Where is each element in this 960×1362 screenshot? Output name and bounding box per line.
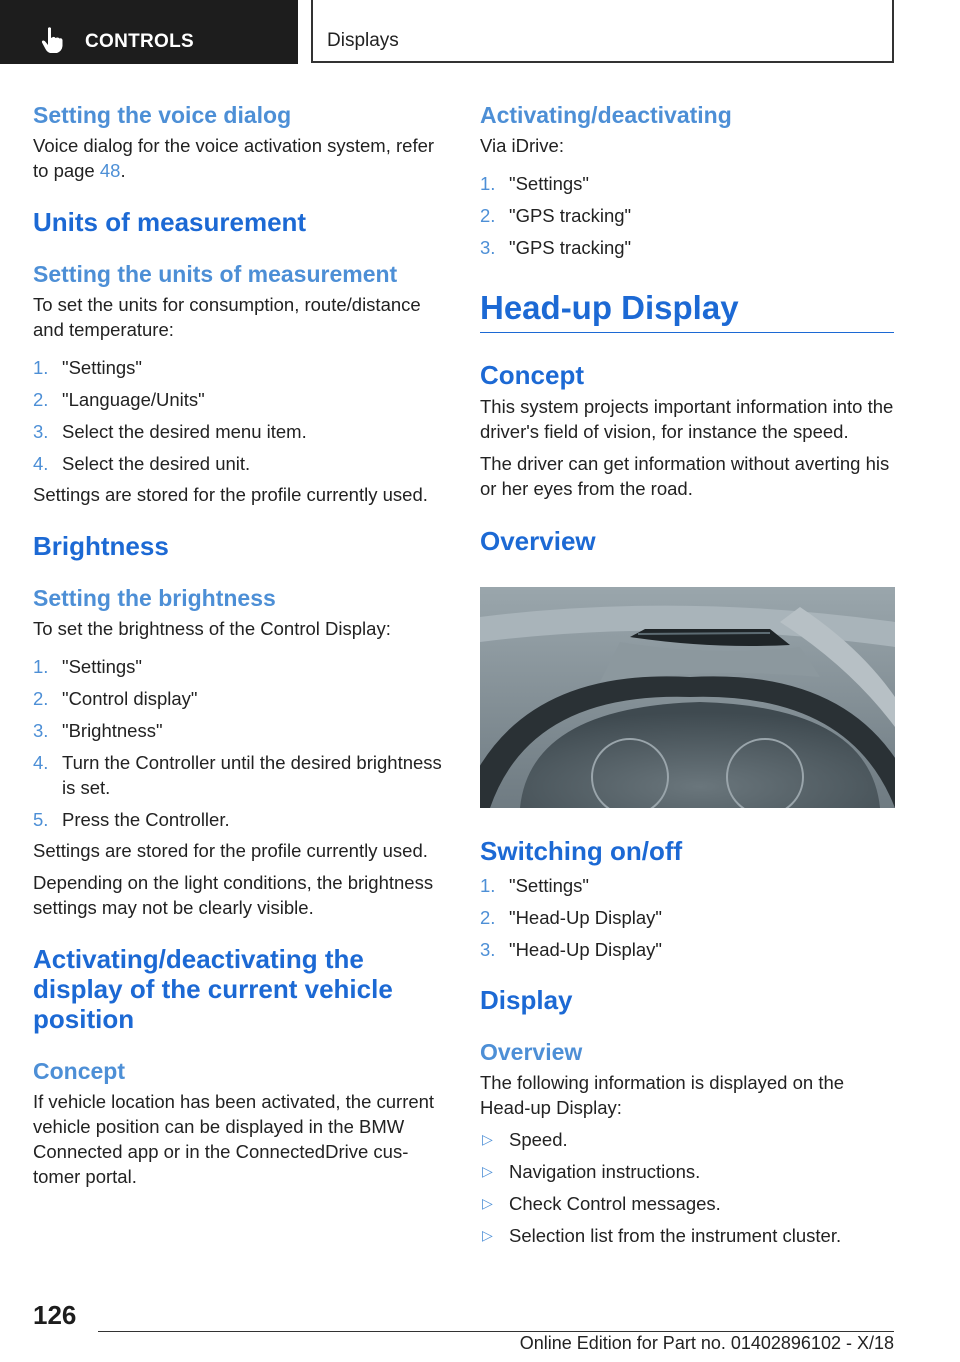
footer-rule [98,1331,894,1332]
step-text: "Control display" [62,688,198,709]
brightness-note-2: Depending on the light conditions, the brightness settings may not be clearly visible. [33,872,434,918]
step-item [33,686,447,711]
bullet-text: Check Control messages. [509,1193,721,1214]
brightness-sub-heading: Setting the brightness [33,585,276,611]
right-column-lower [480,836,894,1255]
hud-concept-heading: Concept [480,360,584,390]
step-text: "Head-Up Display" [509,907,662,928]
step-number: 3. [33,720,49,741]
bullet-text: Navigation instructions. [509,1161,701,1182]
bullet-text: Selection list from the instrument cluster. [509,1225,842,1246]
edition-text: Online Edition for Part no. 01402896102 - X/18 [519,1333,894,1353]
step-item [33,451,447,476]
step-number: 1. [33,357,49,378]
section-tab [311,0,894,63]
hand-pointer-icon [40,26,64,54]
bullet-item [480,1127,894,1152]
step-text: "Language/Units" [62,389,205,410]
page-link[interactable]: 48 [99,160,121,181]
step-number: 1. [480,173,496,194]
step-item [480,203,894,228]
activate-steps [480,171,894,260]
brightness-note-1: Settings are stored for the profile currently used. [33,840,428,861]
voice-heading: Setting the voice dialog [33,102,292,128]
step-number: 4. [33,453,49,474]
step-item [33,387,447,412]
step-item [33,654,447,679]
step-text: "GPS tracking" [509,237,632,258]
step-item [33,718,447,743]
brightness-steps [33,654,447,832]
bullet-text: Speed. [509,1129,568,1150]
overview-heading: Overview [480,526,596,556]
step-text: "GPS tracking" [509,205,632,226]
hud-chapter-heading [480,288,894,333]
hud-concept-text-1: This system projects important information into the driver's field of vision, for instance the speed. [480,396,894,442]
step-item [33,750,447,800]
voice-text [33,133,447,183]
step-item [33,355,447,380]
display-overview-heading: Overview [480,1039,583,1065]
step-number: 3. [480,939,496,960]
right-column [480,100,894,556]
display-heading: Display [480,985,573,1015]
left-column [33,100,447,1189]
switch-steps [480,873,894,962]
bullet-item [480,1159,894,1184]
units-heading: Units of measurement [33,207,307,237]
hud-concept-text-2: The driver can get information without averting his or her eyes from the road. [480,453,890,499]
page-number: 126 [33,1300,77,1330]
step-number: 2. [480,907,496,928]
step-number: 2. [480,205,496,226]
step-text: Select the desired menu item. [62,421,307,442]
step-text: "Brightness" [62,720,163,741]
triangle-bullet-icon: ▷ [482,1227,493,1243]
triangle-bullet-icon: ▷ [482,1163,493,1179]
step-number: 3. [33,421,49,442]
chapter-label: CONTROLS [85,31,195,52]
cockpit-illustration [480,587,895,808]
step-number: 2. [33,389,49,410]
voice-text-after: . [120,160,126,181]
step-text: "Settings" [509,173,589,194]
step-text: "Settings" [509,875,589,896]
chapter-tab [0,0,298,64]
step-number: 5. [33,809,49,830]
hud-heading: Head-up Display [480,289,739,326]
head-up-display-photo [480,587,895,808]
triangle-bullet-icon: ▷ [482,1131,493,1147]
step-number: 1. [480,875,496,896]
activate-text: Via iDrive: [480,135,564,156]
display-text: The following information is displayed on the Head-up Display: [480,1072,845,1118]
step-item [33,419,447,444]
position-heading: Activating/deactivating the display of the current vehicle position [33,944,393,1034]
concept-text: If vehicle location has been activated, the current vehicle position can be displayed in the BMW Connected app or in the ConnectedDrive customer portal. [33,1091,435,1187]
units-text: To set the units for consumption, route/distance and temperature: [33,294,421,340]
step-number: 4. [33,752,49,773]
step-text: Turn the Controller until the desired brightness is set. [62,752,442,798]
step-text: "Head-Up Display" [509,939,662,960]
step-item [480,235,894,260]
step-item [480,905,894,930]
step-text: "Settings" [62,656,142,677]
units-note: Settings are stored for the profile currently used. [33,484,428,505]
step-text: "Settings" [62,357,142,378]
step-item [33,807,447,832]
activate-heading: Activating/deactivating [480,102,732,128]
step-item [480,937,894,962]
section-label: Displays [327,30,399,51]
bullet-item [480,1191,894,1216]
voice-text-before: Voice dialog for the voice activation system, refer to page [33,135,435,181]
step-number: 2. [33,688,49,709]
units-sub-heading: Setting the units of measurement [33,261,398,287]
step-item [480,873,894,898]
brightness-heading: Brightness [33,531,169,561]
step-number: 1. [33,656,49,677]
switch-heading: Switching on/off [480,836,683,866]
step-item [480,171,894,196]
concept-heading: Concept [33,1058,125,1084]
step-text: Select the desired unit. [62,453,251,474]
step-number: 3. [480,237,496,258]
display-bullets [480,1127,894,1248]
step-text: Press the Controller. [62,809,230,830]
brightness-text: To set the brightness of the Control Display: [33,618,391,639]
bullet-item [480,1223,894,1248]
triangle-bullet-icon: ▷ [482,1195,493,1211]
units-steps [33,355,447,476]
